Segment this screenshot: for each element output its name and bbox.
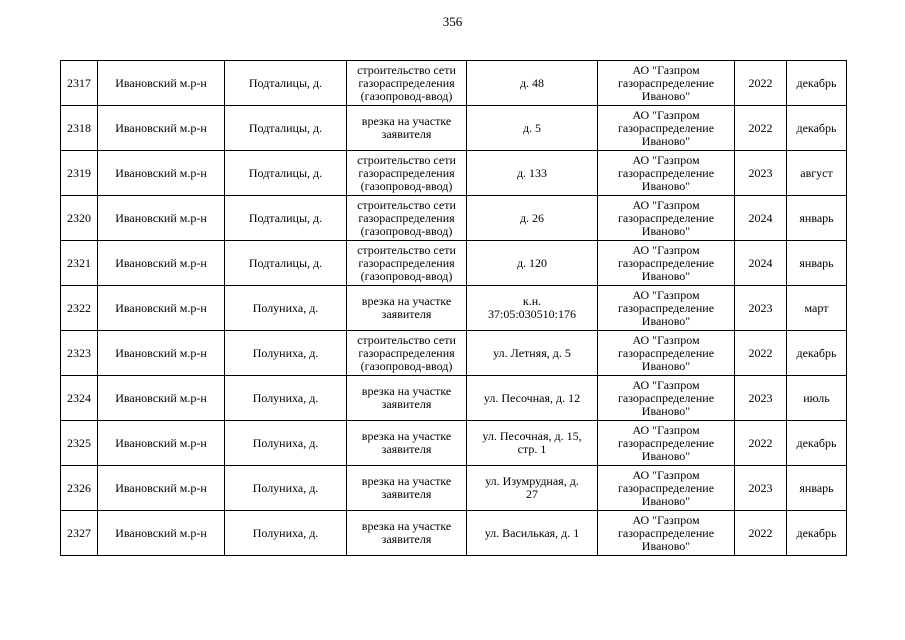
table-row — [61, 151, 847, 196]
year-cell — [735, 106, 787, 151]
work-type-cell — [347, 61, 467, 106]
month-cell — [787, 241, 847, 286]
district-cell — [98, 376, 225, 421]
settlement-cell-text: Полуниха, д. — [252, 525, 319, 540]
row-number-cell — [61, 286, 98, 331]
work-type-cell — [347, 241, 467, 286]
organization-cell-text: АО "Газпром газораспределение Иваново" — [617, 197, 715, 238]
address-cell — [467, 376, 598, 421]
year-cell — [735, 196, 787, 241]
year-cell — [735, 151, 787, 196]
work-type-cell — [347, 151, 467, 196]
month-cell — [787, 196, 847, 241]
settlement-cell-text: Полуниха, д. — [252, 390, 319, 405]
year-cell-text: 2023 — [748, 300, 773, 315]
month-cell-text: декабрь — [796, 120, 837, 135]
address-cell-text: д. 120 — [516, 255, 548, 270]
month-cell-text: декабрь — [796, 75, 837, 90]
work-type-cell — [347, 331, 467, 376]
year-cell-text: 2022 — [748, 75, 773, 90]
month-cell-text: июль — [803, 390, 830, 405]
settlement-cell — [225, 376, 347, 421]
month-cell — [787, 61, 847, 106]
address-cell — [467, 106, 598, 151]
table-row — [61, 331, 847, 376]
settlement-cell — [225, 286, 347, 331]
address-cell-text: ул. Василькая, д. 1 — [484, 525, 580, 540]
work-type-cell-text: врезка на участке заявителя — [361, 384, 452, 411]
district-cell — [98, 511, 225, 556]
settlement-cell-text: Подталицы, д. — [248, 75, 323, 90]
organization-cell — [598, 331, 735, 376]
settlement-cell — [225, 331, 347, 376]
month-cell — [787, 376, 847, 421]
year-cell — [735, 241, 787, 286]
month-cell — [787, 421, 847, 466]
work-type-cell-text: строительство сети газораспределения (газопровод-ввод) — [357, 152, 456, 193]
address-cell — [467, 241, 598, 286]
table-row — [61, 511, 847, 556]
year-cell — [735, 286, 787, 331]
settlement-cell — [225, 466, 347, 511]
address-cell — [467, 286, 598, 331]
settlement-cell-text: Полуниха, д. — [252, 480, 319, 495]
row-number-cell — [61, 376, 98, 421]
district-cell — [98, 106, 225, 151]
organization-cell — [598, 466, 735, 511]
district-cell-text: Ивановский м.р-н — [115, 480, 207, 495]
address-cell-text: ул. Песочная, д. 15, стр. 1 — [482, 429, 582, 456]
organization-cell — [598, 61, 735, 106]
organization-cell-text: АО "Газпром газораспределение Иваново" — [617, 107, 715, 148]
settlement-cell — [225, 421, 347, 466]
row-number-cell — [61, 421, 98, 466]
district-cell-text: Ивановский м.р-н — [115, 75, 207, 90]
month-cell-text: январь — [799, 480, 834, 495]
settlement-cell — [225, 196, 347, 241]
work-type-cell-text: строительство сети газораспределения (газопровод-ввод) — [357, 62, 456, 103]
address-cell — [467, 61, 598, 106]
organization-cell-text: АО "Газпром газораспределение Иваново" — [617, 242, 715, 283]
organization-cell — [598, 286, 735, 331]
month-cell-text: январь — [799, 255, 834, 270]
settlement-cell — [225, 511, 347, 556]
row-number-cell — [61, 466, 98, 511]
address-cell-text: ул. Песочная, д. 12 — [483, 390, 581, 405]
organization-cell — [598, 376, 735, 421]
district-cell — [98, 421, 225, 466]
district-cell-text: Ивановский м.р-н — [115, 210, 207, 225]
settlement-cell-text: Полуниха, д. — [252, 345, 319, 360]
district-cell — [98, 331, 225, 376]
table-row — [61, 286, 847, 331]
month-cell-text: декабрь — [796, 435, 837, 450]
row-number-cell — [61, 151, 98, 196]
table-row — [61, 376, 847, 421]
work-type-cell-text: врезка на участке заявителя — [361, 519, 452, 546]
row-number-cell — [61, 331, 98, 376]
settlement-cell-text: Полуниха, д. — [252, 300, 319, 315]
organization-cell — [598, 106, 735, 151]
year-cell-text: 2023 — [748, 480, 773, 495]
district-cell — [98, 196, 225, 241]
work-type-cell-text: строительство сети газораспределения (газопровод-ввод) — [357, 197, 456, 238]
table-row — [61, 241, 847, 286]
district-cell — [98, 466, 225, 511]
district-cell — [98, 286, 225, 331]
year-cell-text: 2022 — [748, 435, 773, 450]
work-type-cell — [347, 466, 467, 511]
month-cell — [787, 151, 847, 196]
organization-cell — [598, 421, 735, 466]
row-number-cell — [61, 196, 98, 241]
month-cell — [787, 331, 847, 376]
gas-connection-table-region — [60, 60, 847, 553]
row-number-cell-text: 2324 — [67, 390, 91, 405]
row-number-cell-text: 2318 — [67, 120, 91, 135]
district-cell-text: Ивановский м.р-н — [115, 525, 207, 540]
gas-connection-table — [60, 60, 847, 556]
year-cell-text: 2024 — [748, 210, 773, 225]
page-number: 356 — [442, 14, 463, 29]
month-cell — [787, 511, 847, 556]
work-type-cell-text: врезка на участке заявителя — [361, 429, 452, 456]
month-cell-text: декабрь — [796, 345, 837, 360]
month-cell-text: январь — [799, 210, 834, 225]
table-row — [61, 466, 847, 511]
table-body — [61, 61, 847, 556]
settlement-cell-text: Полуниха, д. — [252, 435, 319, 450]
work-type-cell-text: врезка на участке заявителя — [361, 294, 452, 321]
month-cell-text: август — [800, 165, 833, 180]
row-number-cell-text: 2317 — [67, 75, 91, 90]
address-cell-text: ул. Изумрудная, д. 27 — [485, 474, 579, 501]
organization-cell-text: АО "Газпром газораспределение Иваново" — [617, 377, 715, 418]
table-row — [61, 196, 847, 241]
year-cell-text: 2022 — [748, 120, 773, 135]
month-cell-text: декабрь — [796, 525, 837, 540]
settlement-cell — [225, 151, 347, 196]
year-cell — [735, 61, 787, 106]
organization-cell-text: АО "Газпром газораспределение Иваново" — [617, 422, 715, 463]
address-cell-text: ул. Летняя, д. 5 — [493, 345, 571, 360]
year-cell-text: 2024 — [748, 255, 773, 270]
address-cell — [467, 196, 598, 241]
work-type-cell — [347, 376, 467, 421]
year-cell — [735, 511, 787, 556]
month-cell-text: март — [804, 300, 829, 315]
settlement-cell — [225, 241, 347, 286]
district-cell-text: Ивановский м.р-н — [115, 345, 207, 360]
address-cell-text: д. 48 — [519, 75, 545, 90]
table-row — [61, 106, 847, 151]
organization-cell-text: АО "Газпром газораспределение Иваново" — [617, 512, 715, 553]
row-number-cell — [61, 241, 98, 286]
work-type-cell — [347, 196, 467, 241]
settlement-cell-text: Подталицы, д. — [248, 120, 323, 135]
work-type-cell — [347, 511, 467, 556]
table-row — [61, 421, 847, 466]
address-cell — [467, 466, 598, 511]
row-number-cell — [61, 106, 98, 151]
district-cell-text: Ивановский м.р-н — [115, 165, 207, 180]
month-cell — [787, 466, 847, 511]
district-cell — [98, 61, 225, 106]
address-cell-text: д. 26 — [519, 210, 545, 225]
organization-cell — [598, 241, 735, 286]
organization-cell — [598, 196, 735, 241]
row-number-cell-text: 2325 — [67, 435, 91, 450]
settlement-cell — [225, 106, 347, 151]
month-cell — [787, 286, 847, 331]
settlement-cell-text: Подталицы, д. — [248, 210, 323, 225]
work-type-cell-text: строительство сети газораспределения (газопровод-ввод) — [357, 332, 456, 373]
address-cell — [467, 421, 598, 466]
row-number-cell-text: 2321 — [67, 255, 91, 270]
row-number-cell-text: 2319 — [67, 165, 91, 180]
district-cell-text: Ивановский м.р-н — [115, 390, 207, 405]
work-type-cell-text: строительство сети газораспределения (газопровод-ввод) — [357, 242, 456, 283]
organization-cell-text: АО "Газпром газораспределение Иваново" — [617, 332, 715, 373]
year-cell — [735, 331, 787, 376]
district-cell-text: Ивановский м.р-н — [115, 120, 207, 135]
row-number-cell-text: 2326 — [67, 480, 91, 495]
organization-cell-text: АО "Газпром газораспределение Иваново" — [617, 152, 715, 193]
district-cell-text: Ивановский м.р-н — [115, 255, 207, 270]
organization-cell-text: АО "Газпром газораспределение Иваново" — [617, 287, 715, 328]
district-cell — [98, 151, 225, 196]
row-number-cell-text: 2322 — [67, 300, 91, 315]
year-cell-text: 2022 — [748, 525, 773, 540]
year-cell — [735, 376, 787, 421]
organization-cell — [598, 511, 735, 556]
address-cell — [467, 151, 598, 196]
row-number-cell-text: 2320 — [67, 210, 91, 225]
row-number-cell-text: 2323 — [67, 345, 91, 360]
district-cell — [98, 241, 225, 286]
table-row — [61, 61, 847, 106]
organization-cell-text: АО "Газпром газораспределение Иваново" — [617, 62, 715, 103]
organization-cell-text: АО "Газпром газораспределение Иваново" — [617, 467, 715, 508]
year-cell-text: 2023 — [748, 165, 773, 180]
settlement-cell — [225, 61, 347, 106]
year-cell — [735, 421, 787, 466]
district-cell-text: Ивановский м.р-н — [115, 435, 207, 450]
work-type-cell — [347, 286, 467, 331]
settlement-cell-text: Подталицы, д. — [248, 165, 323, 180]
settlement-cell-text: Подталицы, д. — [248, 255, 323, 270]
year-cell-text: 2022 — [748, 345, 773, 360]
work-type-cell-text: врезка на участке заявителя — [361, 474, 452, 501]
district-cell-text: Ивановский м.р-н — [115, 300, 207, 315]
month-cell — [787, 106, 847, 151]
address-cell-text: д. 133 — [516, 165, 548, 180]
row-number-cell — [61, 61, 98, 106]
address-cell — [467, 511, 598, 556]
year-cell-text: 2023 — [748, 390, 773, 405]
organization-cell — [598, 151, 735, 196]
address-cell-text: д. 5 — [522, 120, 542, 135]
work-type-cell-text: врезка на участке заявителя — [361, 114, 452, 141]
work-type-cell — [347, 106, 467, 151]
row-number-cell-text: 2327 — [67, 525, 91, 540]
work-type-cell — [347, 421, 467, 466]
address-cell — [467, 331, 598, 376]
row-number-cell — [61, 511, 98, 556]
year-cell — [735, 466, 787, 511]
address-cell-text: к.н. 37:05:030510:176 — [487, 294, 576, 321]
